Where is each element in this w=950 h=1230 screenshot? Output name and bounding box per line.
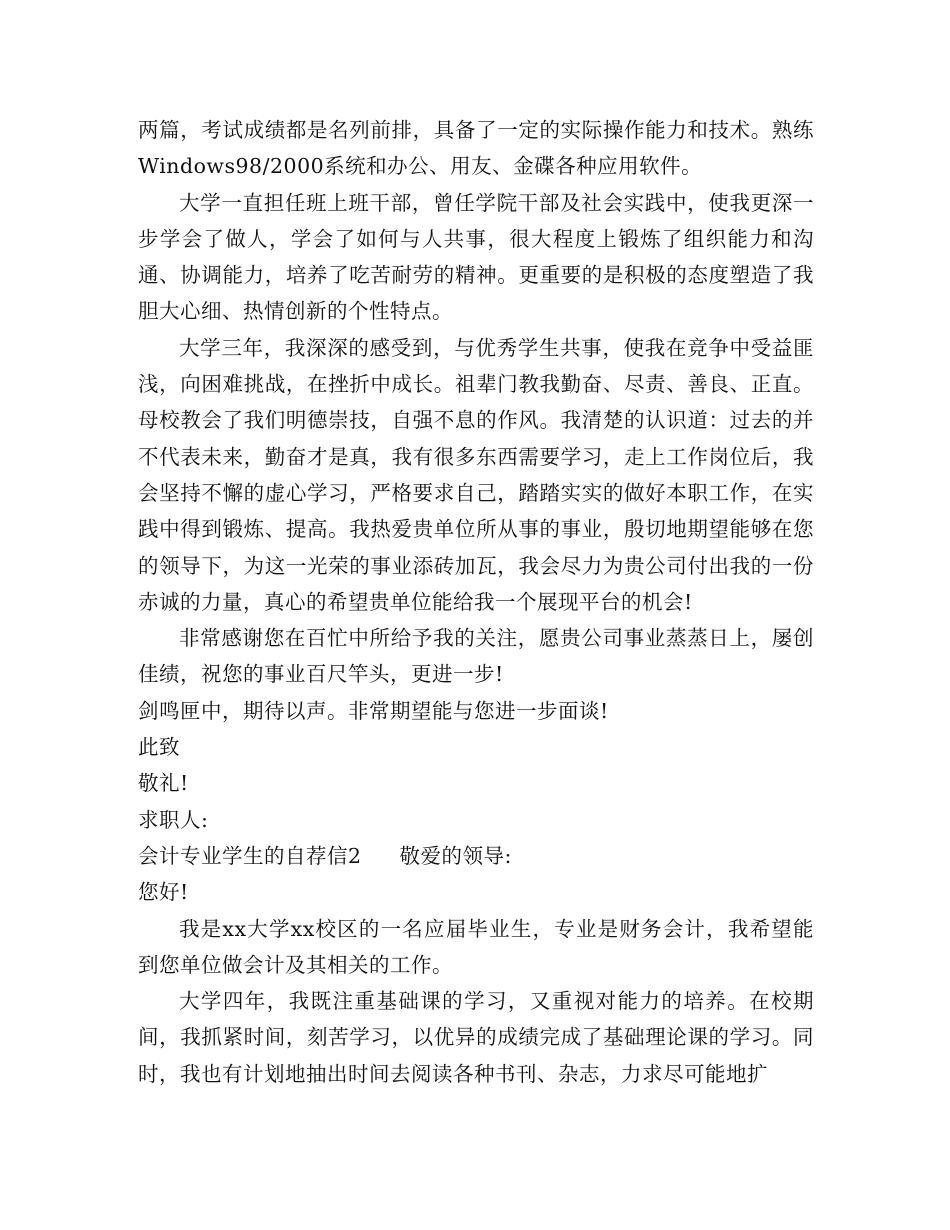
- paragraph-cadre-experience: 大学一直担任班上班干部，曾任学院干部及社会实践中，使我更深一步学会了做人，学会了如何与人共事，很大程度上锻炼了组织能力和沟通、协调能力，培养了吃苦耐劳的精神。更重要的是积极的态度塑造了我胆大心细、热情创新的个性特点。: [138, 190, 814, 324]
- paragraph-university-years: 大学三年，我深深的感受到，与优秀学生共事，使我在竞争中受益匪浅，向困难挑战，在挫折中成长。祖辈门教我勤奋、尽责、善良、正直。母校教会了我们明德崇技，自强不息的作风。我清楚的认识道：过去的并不代表未来，勤奋才是真，我有很多东西需要学习，走上工作岗位后，我会坚持不懈的虚心学习，严格要求自己，踏踏实实的做好本职工作，在实践中得到锻炼、提高。我热爱贵单位所从事的事业，殷切地期望能够在您的领导下，为这一光荣的事业添砖加瓦，我会尽力为贵公司付出我的一份赤诚的力量，真心的希望贵单位能给我一个展现平台的机会!: [138, 335, 814, 614]
- paragraph-four-years-study: 大学四年，我既注重基础课的学习，又重视对能力的培养。在校期间，我抓紧时间，刻苦学习，以优异的成绩完成了基础理论课的学习。同时，我也有计划地抽出时间去阅读各种书刊、杂志，力求尽可能地扩: [138, 989, 814, 1086]
- letter-title: 会计专业学生的自荐信2: [138, 843, 362, 868]
- letter-heading-line: [138, 838, 814, 874]
- paragraph-introduction: 我是xx大学xx校区的一名应届毕业生，专业是财务会计，我希望能到您单位做会计及其相关的工作。: [138, 916, 814, 977]
- paragraph-skills: 两篇，考试成绩都是名列前排，具备了一定的实际操作能力和技术。熟练Windows98/2000系统和办公、用友、金碟各种应用软件。: [138, 118, 814, 179]
- paragraph-thanks: 非常感谢您在百忙中所给予我的关注，愿贵公司事业蒸蒸日上，屡创佳绩，祝您的事业百尺竿头，更进一步!: [138, 626, 814, 687]
- letter-greeting: 敬爱的领导:: [399, 843, 512, 868]
- letter-hello: 您好!: [138, 880, 189, 905]
- document-page: [138, 112, 814, 1092]
- closing-regards: 敬礼!: [138, 771, 189, 796]
- closing-salutation: 此致: [138, 735, 180, 760]
- applicant-signature-label: 求职人:: [138, 807, 209, 832]
- paragraph-interview-hope: 剑鸣匣中，期待以声。非常期望能与您进一步面谈!: [138, 698, 609, 723]
